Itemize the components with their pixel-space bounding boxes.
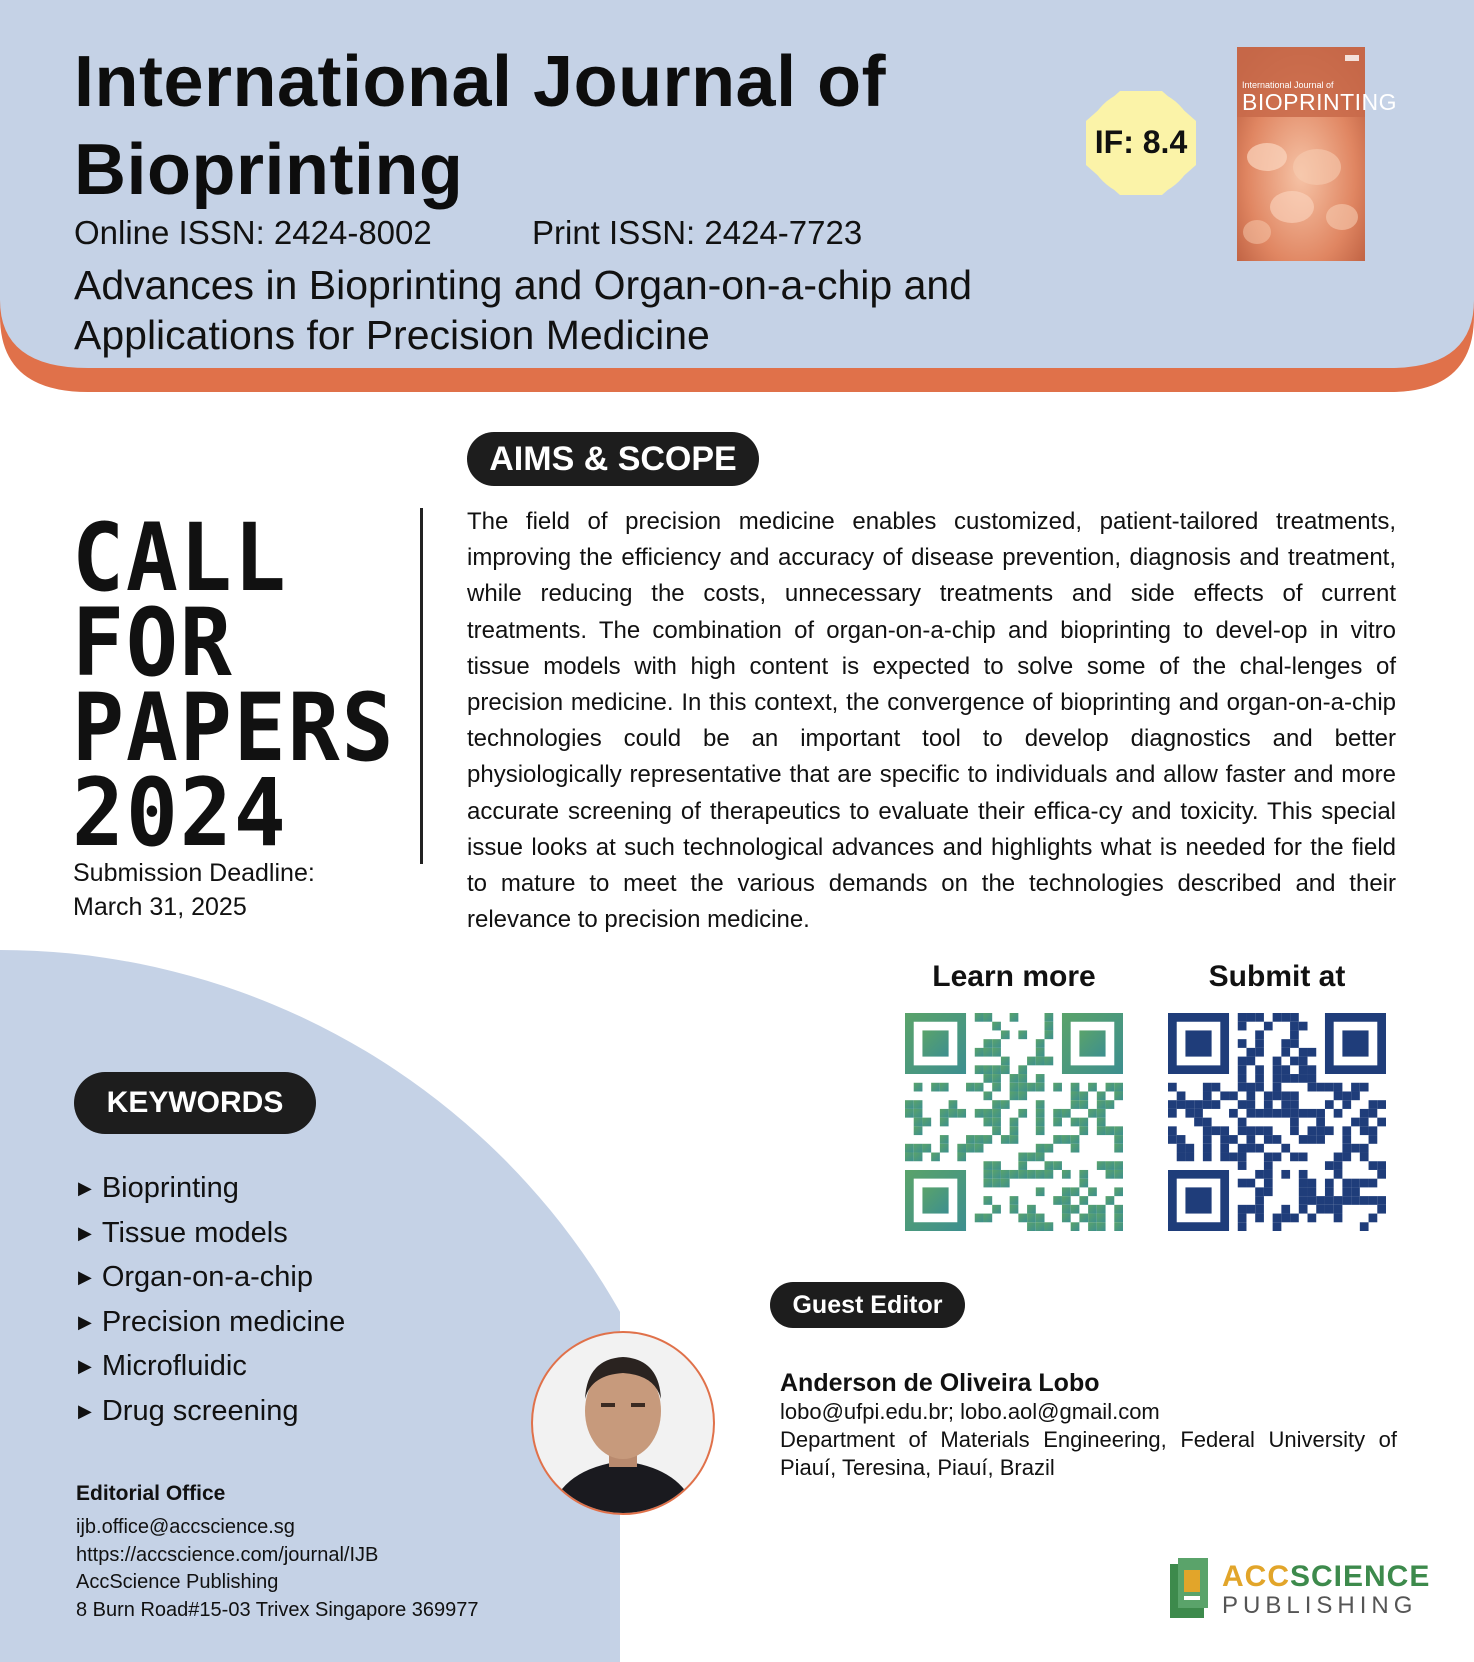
aims-scope-label: AIMS & SCOPE [467, 432, 759, 486]
guest-editor-photo [529, 1329, 717, 1517]
publisher-logo-publishing: PUBLISHING [1222, 1592, 1418, 1619]
keywords-label: KEYWORDS [74, 1072, 316, 1134]
keywords-list [78, 1166, 345, 1433]
triangle-bullet-icon: ▶ [78, 1400, 92, 1421]
deadline-label: Submission Deadline: [73, 859, 315, 887]
editorial-office-details [76, 1514, 479, 1624]
editor-email[interactable]: lobo@ufpi.edu.br; lobo.aol@gmail.com [780, 1399, 1160, 1424]
triangle-bullet-icon: ▶ [78, 1311, 92, 1332]
print-issn: Print ISSN: 2424-7723 [532, 214, 863, 251]
deadline-date: March 31, 2025 [73, 893, 247, 921]
publisher-logo-wordmark: ACCSCIENCE [1222, 1560, 1431, 1593]
office-address: 8 Burn Road#15-03 Trivex Singapore 369977 [76, 1598, 479, 1621]
call-line-4: 2024 [72, 759, 288, 868]
keyword-item: ▶ Bioprinting [78, 1166, 345, 1211]
editorial-office-title: Editorial Office [76, 1482, 226, 1505]
editor-department: Department of Materials Engineering, Federal University of Piauí, Teresina, Piauí, Brazil [780, 1427, 1397, 1480]
cover-big-title: BIOPRINTING [1242, 89, 1398, 115]
special-issue-title: Advances in Bioprinting and Organ-on-a-chip and Applications for Precision Medicine [74, 262, 972, 358]
triangle-bullet-icon: ▶ [78, 1356, 92, 1376]
call-line-3: PAPERS [72, 674, 396, 783]
submit-qr-code[interactable] [1168, 1013, 1386, 1231]
impact-factor-text: IF: 8.4 [1094, 124, 1188, 160]
online-issn: Online ISSN: 2424-8002 [74, 214, 432, 251]
section-divider [420, 508, 423, 864]
learn-more-label: Learn more [932, 960, 1096, 993]
office-publisher: AccScience Publishing [76, 1571, 279, 1593]
learn-more-qr-code[interactable] [905, 1013, 1123, 1231]
accscience-book-icon [1168, 1558, 1212, 1620]
keyword-item: ▶ Tissue models [78, 1211, 345, 1256]
keyword-item: ▶ Precision medicine [78, 1300, 345, 1345]
triangle-bullet-icon: ▶ [78, 1267, 92, 1287]
cover-small-title: International Journal of [1242, 80, 1334, 90]
submit-at-label: Submit at [1208, 960, 1346, 993]
journal-title: International Journal of Bioprinting [74, 42, 887, 210]
triangle-bullet-icon: ▶ [78, 1222, 92, 1243]
office-email[interactable]: ijb.office@accscience.sg [76, 1516, 295, 1538]
guest-editor-label: Guest Editor [770, 1282, 965, 1328]
submission-deadline [73, 856, 315, 924]
office-url[interactable]: https://accscience.com/journal/IJB [76, 1543, 379, 1566]
call-line-1: CALL [72, 504, 288, 613]
editor-name: Anderson de Oliveira Lobo [780, 1369, 1100, 1397]
triangle-bullet-icon: ▶ [78, 1178, 92, 1198]
aims-scope-text: The field of precision medicine enables customized, patient-tailored treatments, improving the efficiency and accuracy of disease prevention, diagnosis and treatment, while reducing the costs, unnecessary treatments and side effects of current treatments. The combination of organ-on-a-chip and bioprinting to devel-op in vitro tissue models with high content is expected to solve some of the chal-lenges of precision medicine. In this context, the convergence of bioprinting and organ-on-a-chip technologies could be an important tool to develop diagnostics and better physiologically representative that are specific to individuals and allow faster and more accurate screening of therapeutics to evaluate their effica-cy and toxicity. This special issue looks at such technological advances and highlights what is needed for the field to mature to meet the various demands on the technologies described and their relevance to precision medicine. [467, 508, 1396, 934]
keyword-item: ▶ Organ-on-a-chip [78, 1255, 345, 1300]
keyword-item: ▶ Microfluidic [78, 1344, 345, 1389]
keyword-item: ▶ Drug screening [78, 1389, 345, 1434]
call-line-2: FOR [72, 589, 234, 698]
